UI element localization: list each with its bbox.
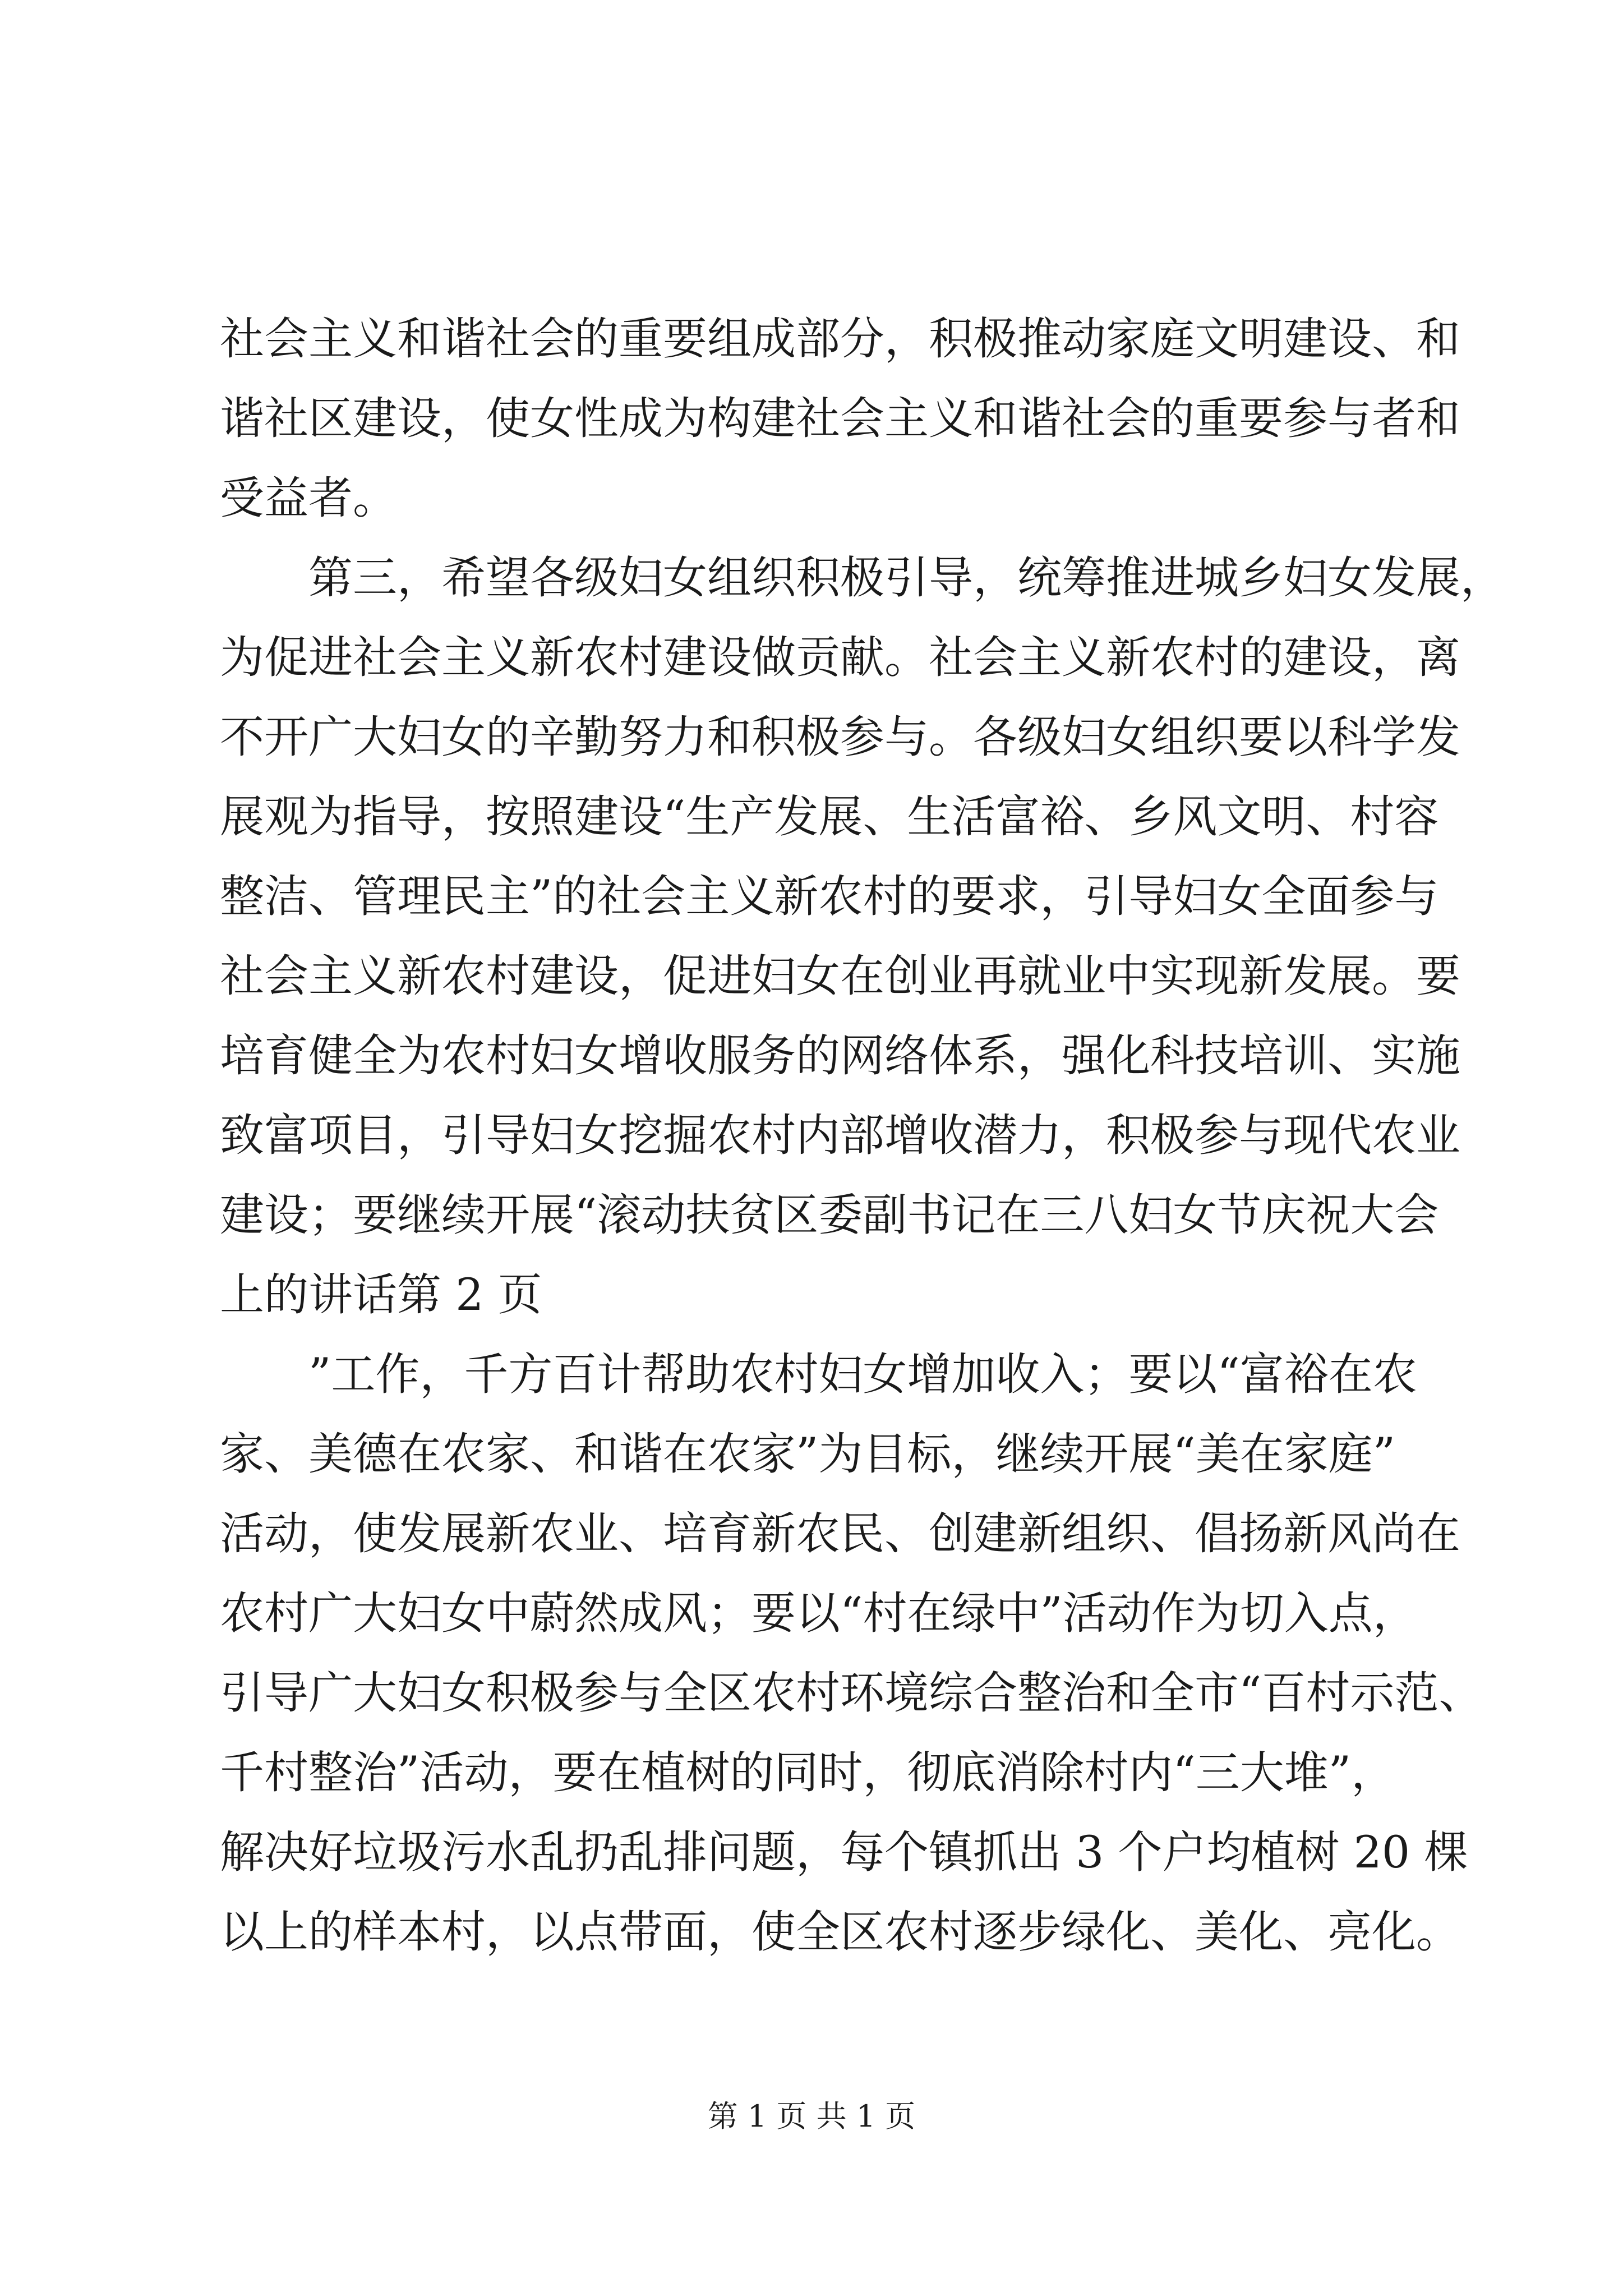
text-line: 培育健全为农村妇女增收服务的网络体系，强化科技培训、实施 xyxy=(220,1030,1460,1082)
text-line: ”工作，千方百计帮助农村妇女增加收入；要以“富裕在农 xyxy=(220,1349,1417,1400)
text-line: 整洁、管理民主”的社会主义新农村的要求，引导妇女全面参与 xyxy=(220,871,1439,922)
text-line: 家、美德在农家、和谐在农家”为目标，继续开展“美在家庭” xyxy=(220,1428,1396,1480)
text-line: 社会主义和谐社会的重要组成部分，积极推动家庭文明建设、和 xyxy=(220,313,1460,365)
page-number: 第 1 页 共 1 页 xyxy=(707,2099,916,2134)
text-line: 建设；要继续开展“滚动扶贫区委副书记在三八妇女节庆祝大会 xyxy=(220,1189,1439,1241)
text-line: 社会主义新农村建设，促进妇女在创业再就业中实现新发展。要 xyxy=(220,950,1460,1002)
text-line: 为促进社会主义新农村建设做贡献。社会主义新农村的建设，离 xyxy=(220,632,1460,683)
text-line: 解决好垃圾污水乱扔乱排问题，每个镇抓出 3 个户均植树 20 棵 xyxy=(220,1826,1469,1878)
text-line: 千村整治”活动，要在植树的同时，彻底消除村内“三大堆”， xyxy=(220,1747,1396,1798)
text-line: 不开广大妇女的辛勤努力和积极参与。各级妇女组织要以科学发 xyxy=(220,711,1460,763)
page-footer xyxy=(0,2097,1623,2136)
text-line: 第三，希望各级妇女组织积极引导，统筹推进城乡妇女发展， xyxy=(220,552,1505,604)
text-line: 谐社区建设，使女性成为构建社会主义和谐社会的重要参与者和 xyxy=(220,393,1460,444)
text-line: 致富项目，引导妇女挖掘农村内部增收潜力，积极参与现代农业 xyxy=(220,1110,1460,1161)
text-line: 以上的样本村，以点带面，使全区农村逐步绿化、美化、亮化。 xyxy=(220,1906,1460,1958)
text-line: 农村广大妇女中蔚然成风；要以“村在绿中”活动作为切入点， xyxy=(220,1588,1417,1639)
document-body xyxy=(220,299,1505,1972)
text-line: 上的讲话第 2 页 xyxy=(220,1269,542,1320)
text-line: 受益者。 xyxy=(220,472,397,524)
text-line: 活动，使发展新农业、培育新农民、创建新组织、倡扬新风尚在 xyxy=(220,1508,1460,1559)
text-line: 引导广大妇女积极参与全区农村环境综合整治和全市“百村示范、 xyxy=(220,1667,1483,1719)
text-line: 展观为指导，按照建设“生产发展、生活富裕、乡风文明、村容 xyxy=(220,791,1439,843)
